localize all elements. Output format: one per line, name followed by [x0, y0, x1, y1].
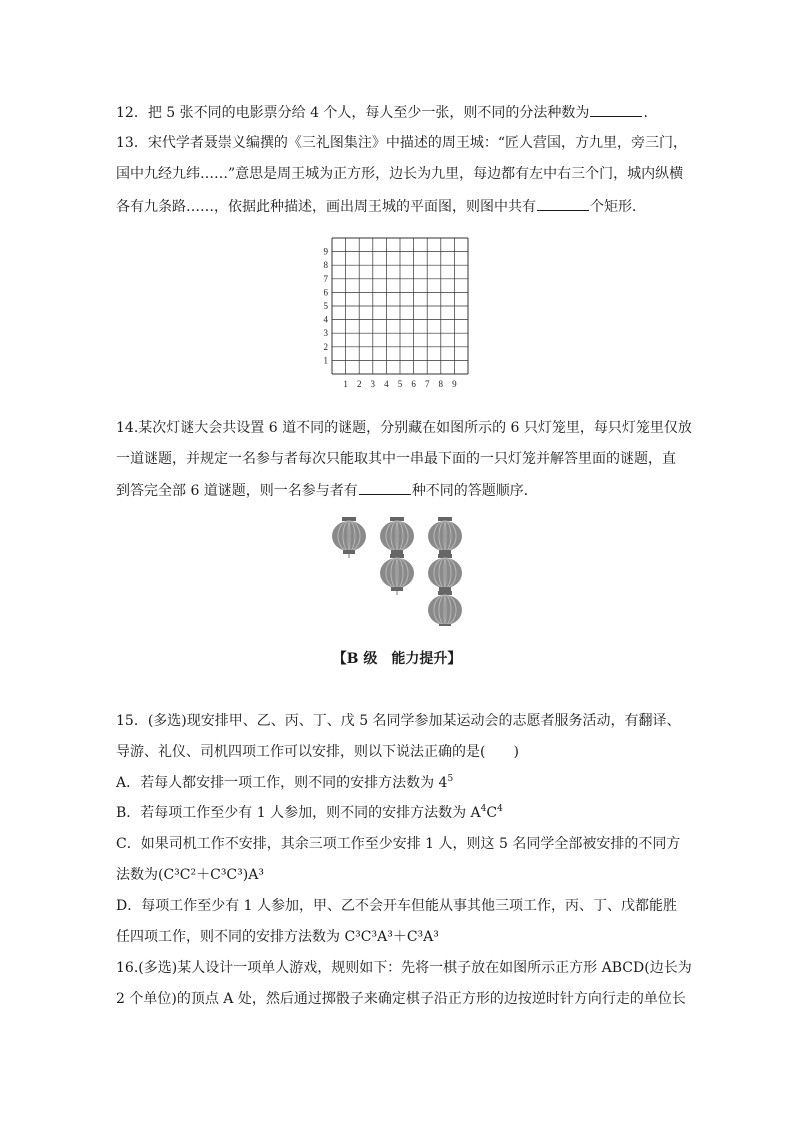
grid-y-tick: 4 [323, 314, 328, 325]
q15-option-a-text: A．若每人都安排一项工作，则不同的安排方法数为 4 [116, 775, 448, 791]
grid-x-tick: 9 [452, 379, 457, 389]
q15-option-b-sup2: 4 [497, 804, 503, 814]
q15-option-a[interactable] [116, 773, 453, 793]
grid-x-tick: 4 [384, 379, 389, 389]
q13-answer-blank[interactable] [537, 196, 589, 211]
grid-y-tick: 8 [323, 260, 328, 271]
grid-y-tick: 9 [323, 246, 328, 257]
q13-line2: 国中九经九纬……”意思是周王城为正方形，边长为九里，每边都有左中右三个门，城内纵横 [116, 166, 684, 182]
q15-option-a-exp: 5 [447, 774, 454, 784]
q16-line1: 16.(多选)某人设计一项单人游戏，规则如下：先将一棋子放在如图所示正方形 ABCD(边长为 [116, 960, 692, 976]
grid-x-tick: 1 [343, 379, 348, 389]
q15-option-b-mid: C [486, 805, 498, 821]
lantern [380, 554, 414, 595]
grid-y-tick: 5 [323, 301, 328, 311]
lantern [332, 517, 366, 558]
q14-answer-blank[interactable] [359, 480, 411, 495]
q13-end: 个矩形． [590, 199, 646, 215]
grid-y-tick: 3 [323, 328, 328, 339]
q13-line1: 13．宋代学者聂崇义编撰的《三礼图集注》中描述的周王城：“匠人营国，方九里，旁三门， [116, 135, 687, 151]
grid-x-tick: 6 [411, 379, 416, 389]
q15-option-b-sup1: 4 [480, 804, 487, 814]
q15-line2: 导游、礼仪、司机四项工作可以安排，则以下说法正确的是( ) [116, 744, 519, 760]
q14-line3 [116, 480, 538, 501]
q15-option-c-line2: 法数为(C³C²＋C³C³)A³ [116, 867, 264, 883]
grid-y-tick: 2 [323, 341, 328, 352]
grid-x-tick: 8 [438, 379, 444, 389]
grid-x-tick: 3 [370, 379, 376, 389]
q12-end: ． [643, 105, 658, 121]
q15-option-c-line1[interactable]: C．如果司机工作不安排，其余三项工作至少安排 1 人，则这 5 名同学全部被安排的不同方 [116, 836, 681, 852]
q12-stem: 12．把 5 张不同的电影票分给 4 个人，每人至少一张，则不同的分法种数为 [116, 105, 590, 121]
q15-option-b-text: B．若每项工作至少有 1 人参加，则不同的安排方法数为 A [116, 805, 481, 821]
lantern [428, 554, 462, 595]
q15-line1: 15．(多选)现安排甲、乙、丙、丁、戊 5 名同学参加某运动会的志愿者服务活动，有翻译、 [116, 713, 681, 729]
section-title: 【B 级 能力提升】 [332, 651, 462, 667]
lantern [428, 517, 462, 558]
grid-x-tick: 5 [397, 379, 403, 389]
q14-line2: 一道谜题，并规定一名参与者每次只能取其中一串最下面的一只灯笼并解答里面的谜题，直 [116, 451, 676, 467]
q12-text [116, 102, 657, 123]
q15-option-d-line2: 任四项工作，则不同的安排方法数为 C³C³A³＋C³A³ [116, 929, 439, 945]
lantern-figure [330, 516, 466, 626]
q12-answer-blank[interactable] [590, 102, 642, 117]
grid-lines [332, 238, 468, 374]
q15-option-d-line1[interactable]: D．每项工作至少有 1 人参加，甲、乙不会开车但能从事其他三项工作，丙、丁、戊都能胜 [116, 898, 678, 914]
grid-x-tick: 2 [356, 379, 362, 389]
q15-option-b[interactable] [116, 803, 503, 823]
lantern [380, 517, 414, 558]
city-grid-figure [316, 234, 476, 392]
q14-end: 种不同的答题顺序． [411, 483, 538, 499]
q13-line3 [116, 196, 646, 217]
q13-stem: 各有九条路……，依据此种描述，画出周王城的平面图，则图中共有 [116, 199, 536, 215]
lantern [428, 591, 462, 626]
grid-y-tick: 6 [323, 287, 328, 298]
grid-y-tick: 1 [323, 355, 328, 366]
q14-line1: 14.某次灯谜大会共设置 6 道不同的谜题，分别藏在如图所示的 6 只灯笼里，每只灯笼里仅放 [116, 420, 692, 436]
grid-y-tick: 7 [323, 273, 328, 284]
q14-stem: 到答完全部 6 道谜题，则一名参与者有 [116, 483, 358, 499]
q16-line2: 2 个单位)的顶点 A 处，然后通过掷骰子来确定棋子沿正方形的边按逆时针方向行走的单位长 [116, 991, 686, 1007]
grid-x-tick: 7 [424, 379, 430, 389]
